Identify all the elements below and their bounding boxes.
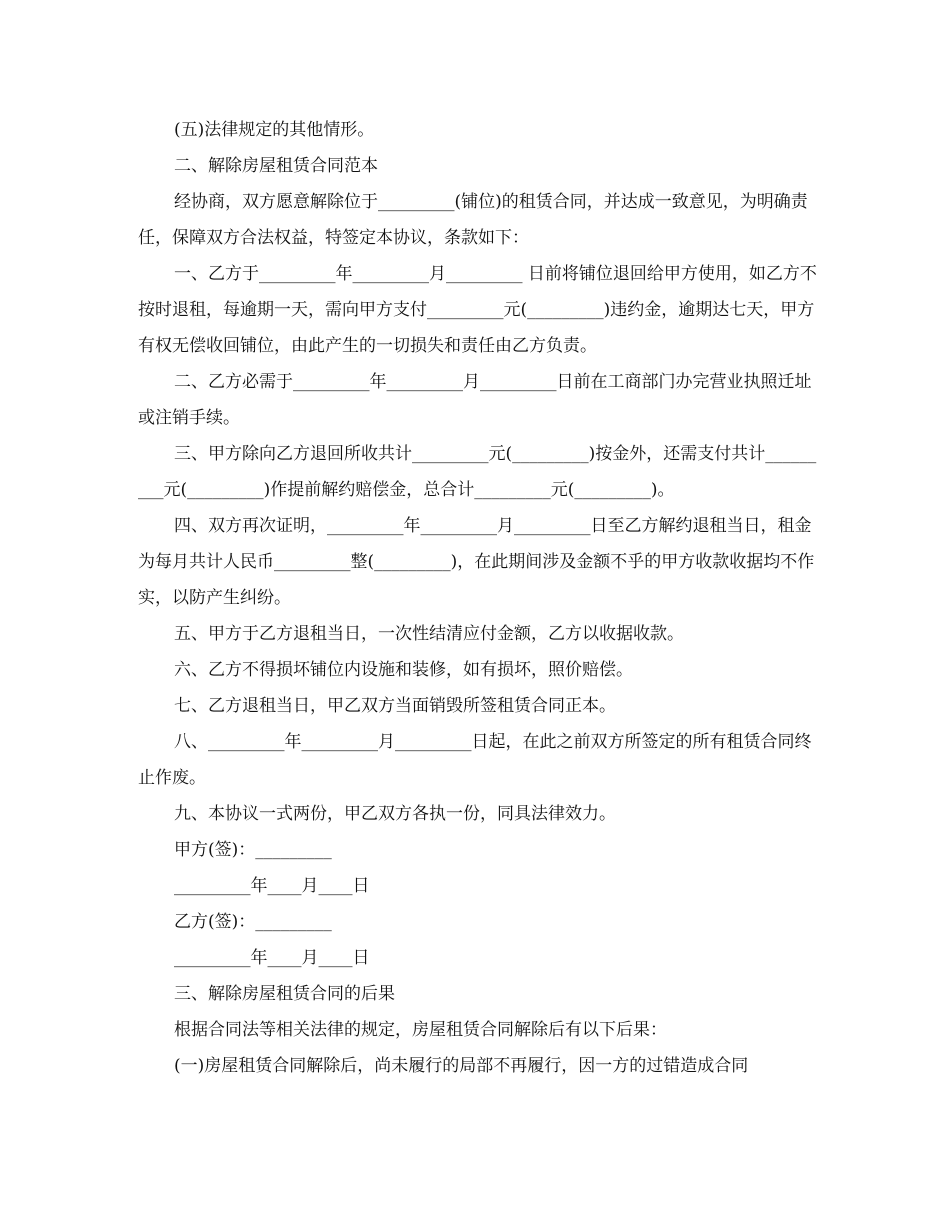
paragraph-consequence-one: (一)房屋租赁合同解除后，尚未履行的局部不再履行，因一方的过错造成合同: [174, 1056, 749, 1076]
paragraph-clause-eight: 八、_________年_________月_________日起，在此之前双方所签定的所有租赁合同终止作废。: [138, 732, 812, 788]
document-body: [138, 112, 818, 1084]
paragraph-intro: 经协商，双方愿意解除位于_________(铺位)的租赁合同，并达成一致意见，为明确责任，保障双方合法权益，特签定本协议，条款如下：: [138, 192, 808, 248]
signature-date-party-a: _________年____月____日: [174, 876, 370, 896]
paragraph-clause-three: 三、甲方除向乙方退回所收共计_________元(_________)按金外，还需支付共计_________元(_________)作提前解约赔偿金，总合计_________元(_________)。: [138, 444, 817, 500]
paragraph-clause-seven: 七、乙方退租当日，甲乙双方当面销毁所签租赁合同正本。: [174, 696, 616, 716]
paragraph-clause-two: 二、乙方必需于_________年_________月_________日前在工商部门办完营业执照迁址或注销手续。: [138, 372, 812, 428]
paragraph-clause-nine: 九、本协议一式两份，甲乙双方各执一份，同具法律效力。: [174, 804, 616, 824]
section-heading-consequences: 三、解除房屋租赁合同的后果: [174, 984, 395, 1004]
paragraph-clause-four: 四、双方再次证明，_________年_________月_________日至乙方解约退租当日，租金为每月共计人民币_________整(_________)，在此期间涉及金额不乎的甲方收款收据均不作实，以防产生纠纷。: [138, 516, 815, 608]
paragraph-clause-five: 五、甲方于乙方退租当日，一次性结清应付金额，乙方以收据收款。: [174, 624, 684, 644]
paragraph-clause-one: 一、乙方于_________年_________月_________ 日前将铺位退回给甲方使用，如乙方不按时退租，每逾期一天，需向甲方支付_________元(_________)违约金，逾期达七天，甲方有权无偿收回铺位，由此产生的一切损失和责任由乙方负责。: [138, 264, 817, 356]
section-heading-termination-template: 二、解除房屋租赁合同范本: [174, 156, 378, 176]
signature-date-party-b: _________年____月____日: [174, 948, 370, 968]
signature-party-b: 乙方(签)：_________: [174, 912, 332, 932]
signature-party-a: 甲方(签)：_________: [174, 840, 332, 860]
paragraph-consequences-intro: 根据合同法等相关法律的规定，房屋租赁合同解除后有以下后果：: [174, 1020, 667, 1040]
paragraph-clause-five-legal: (五)法律规定的其他情形。: [174, 120, 375, 140]
paragraph-clause-six: 六、乙方不得损坏铺位内设施和装修，如有损坏，照价赔偿。: [174, 660, 633, 680]
